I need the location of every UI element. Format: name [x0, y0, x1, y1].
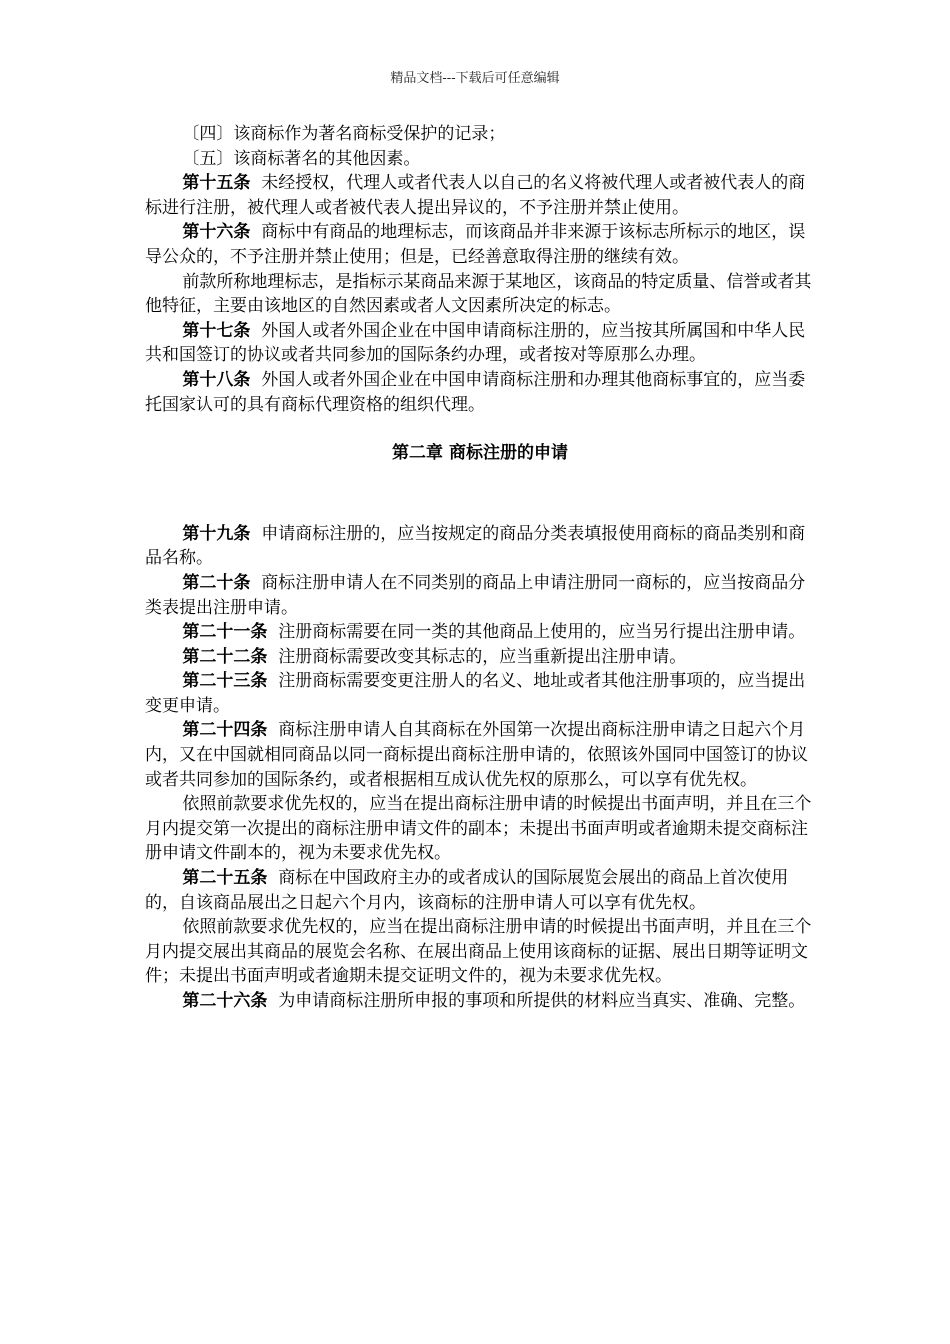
article-22	[145, 645, 815, 670]
article-text: 注册商标需要改变其标志的，应当重新提出注册申请。	[278, 646, 687, 667]
article-20	[145, 571, 815, 620]
article-label: 第二十四条	[182, 720, 268, 741]
article-text: 商标中有商品的地理标志，而该商品并非来源于该标志所标示的地区，误导公众的，不予注册并禁止使用；但是，已经善意取得注册的继续有效。	[145, 222, 806, 267]
article-16-paragraph: 前款所称地理标志，是指标示某商品来源于某地区，该商品的特定质量、信誉或者其他特征，主要由该地区的自然因素或者人文因素所决定的标志。	[145, 271, 812, 317]
article-26	[145, 989, 815, 1014]
article-text: 商标注册申请人在不同类别的商品上申请注册同一商标的，应当按商品分类表提出注册申请。	[145, 572, 806, 618]
article-text: 未经授权，代理人或者代表人以自己的名义将被代理人或者被代表人的商标进行注册，被代理人或者被代表人提出异议的，不予注册并禁止使用。	[145, 173, 806, 218]
article-label: 第二十条	[182, 572, 251, 593]
article-18	[145, 368, 815, 417]
article-19	[145, 522, 815, 571]
article-label: 第十六条	[182, 222, 251, 243]
article-17	[145, 319, 815, 368]
article-label: 第二十五条	[182, 868, 268, 889]
article-label: 第十七条	[182, 320, 251, 341]
article-15	[145, 171, 815, 220]
article-16	[145, 220, 815, 269]
article-25	[145, 866, 815, 915]
article-21	[145, 620, 815, 645]
article-24	[145, 718, 815, 792]
article-text: 商标在中国政府主办的或者成认的国际展览会展出的商品上首次使用的，自该商品展出之日起六个月内，该商标的注册申请人可以享有优先权。	[145, 868, 789, 913]
article-label: 第二十二条	[182, 646, 268, 667]
article-label: 第二十一条	[182, 622, 268, 643]
article-text: 外国人或者外国企业在中国申请商标注册的，应当按其所属国和中华人民共和国签订的协议或者共同参加的国际条约办理，或者按对等原那么办理。	[145, 320, 806, 366]
article-text: 为申请商标注册所申报的事项和所提供的材料应当真实、准确、完整。	[278, 991, 806, 1011]
article-text: 商标注册申请人自其商标在外国第一次提出商标注册申请之日起六个月内，又在中国就相同商品以同一商标提出商标注册申请的，依照该外国同中国签订的协议或者共同参加的国际条约，或者根据相互成认优先权的原那么，可以享有优先权。	[145, 720, 808, 790]
chapter-title: 第二章 商标注册的申请	[392, 443, 568, 464]
article-label: 第二十三条	[182, 671, 268, 692]
article-25-paragraph: 依照前款要求优先权的，应当在提出商标注册申请的时候提出书面声明，并且在三个月内提交展出其商品的展览会名称、在展出商品上使用该商标的证据、展出日期等证明文件；未提出书面声明或者逾期未提交证明文件的，视为未要求优先权。	[145, 917, 812, 987]
list-item: 〔四〕该商标作为著名商标受保护的记录；	[182, 124, 506, 144]
document-body	[145, 122, 815, 1014]
article-24-paragraph: 依照前款要求优先权的，应当在提出商标注册申请的时候提出书面声明，并且在三个月内提交第一次提出的商标注册申请文件的副本；未提出书面声明或者逾期未提交商标注册申请文件副本的，视为未要求优先权。	[145, 794, 812, 864]
article-label: 第十九条	[182, 523, 251, 544]
article-label: 第二十六条	[182, 991, 268, 1011]
article-23	[145, 669, 815, 718]
article-text: 注册商标需要在同一类的其他商品上使用的，应当另行提出注册申请。	[278, 622, 806, 643]
page-header: 精品文档---下载后可任意编辑	[390, 71, 560, 86]
article-label: 第十八条	[182, 369, 251, 390]
article-text: 注册商标需要变更注册人的名义、地址或者其他注册事项的，应当提出变更申请。	[145, 671, 806, 716]
article-text: 申请商标注册的，应当按规定的商品分类表填报使用商标的商品类别和商品名称。	[145, 523, 806, 569]
list-item: 〔五〕该商标著名的其他因素。	[182, 148, 421, 169]
article-label: 第十五条	[182, 173, 251, 194]
article-text: 外国人或者外国企业在中国申请商标注册和办理其他商标事宜的，应当委托国家认可的具有商标代理资格的组织代理。	[145, 369, 806, 415]
